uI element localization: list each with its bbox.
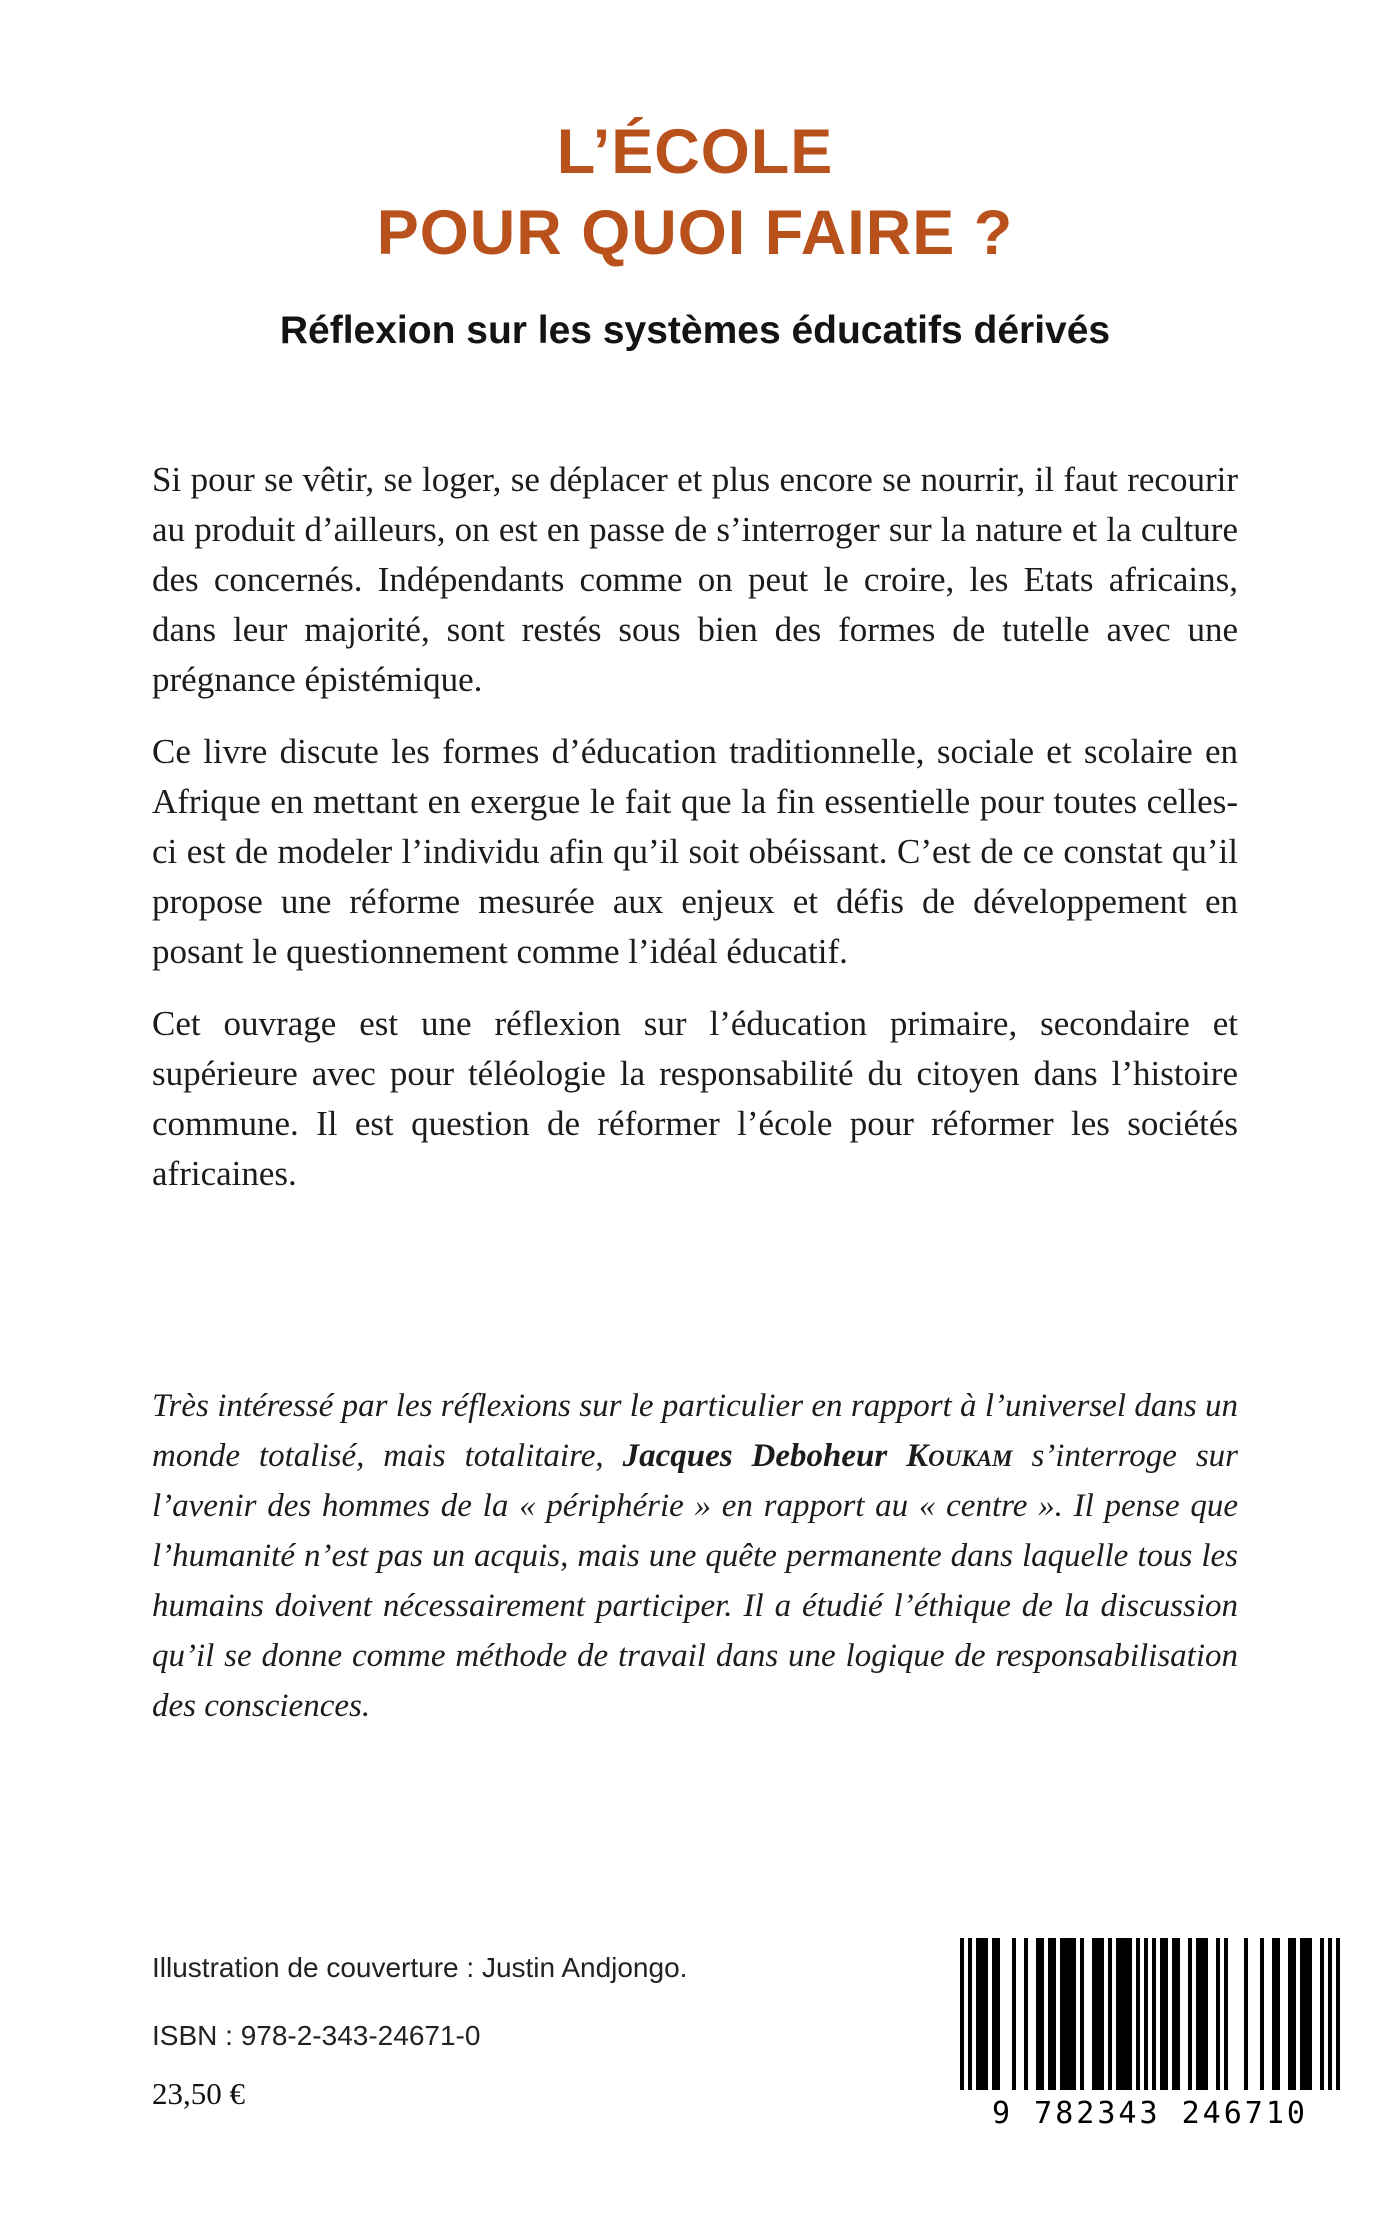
- book-title: [152, 112, 1238, 273]
- illustration-credit: Illustration de couverture : Justin Andjongo.: [152, 1952, 688, 1983]
- bio-intro: Très intéressé par les réflexions sur le particulier en rapport à l’universel dans un monde totalisé, mais totalitaire,: [152, 1388, 1238, 1475]
- isbn-number: ISBN : 978-2-343-24671-0: [152, 2020, 481, 2051]
- synopsis-paragraph-2: Ce livre discute les formes d’éducation traditionnelle, sociale et scolaire en Afrique en mettant en exergue le fait que la fin essentielle pour toutes celles-ci est de modeler l’individu afin qu’il soit obéissant. C’est de ce constat qu’il propose une réforme mesurée aux enjeux et défis de développement en posant le questionnement comme l’idéal éducatif.: [152, 732, 1238, 972]
- author-bio: [152, 1381, 1238, 1731]
- bio-rest: s’interroge sur l’avenir des hommes de la « périphérie » en rapport au « centre ». Il pense que l’humanité n’est pas un acquis, mais une quête permanente dans laquelle tous les humains doivent nécessairement participer. Il a étudié l’éthique de la discussion qu’il se donne comme méthode de travail dans une logique de responsabilisation des consciences.: [152, 1438, 1239, 1725]
- synopsis-paragraph-1: Si pour se vêtir, se loger, se déplacer et plus encore se nourrir, il faut recourir au produit d’ailleurs, on est en passe de s’interroger sur la nature et la culture des concernés. Indépendants comme on peut le croire, les Etats africains, dans leur majorité, sont restés sous bien des formes de tutelle avec une prégnance épistémique.: [152, 460, 1238, 700]
- barcode: [950, 1938, 1350, 2131]
- synopsis-paragraph-3: Cet ouvrage est une réflexion sur l’éducation primaire, secondaire et supérieure avec pour téléologie la responsabilité du citoyen dans l’histoire commune. Il est question de réformer l’école pour réformer les sociétés africaines.: [152, 1004, 1238, 1194]
- text-column: [152, 112, 1238, 1731]
- price: 23,50 €: [152, 2076, 245, 2111]
- author-surname: Koukam: [906, 1438, 1013, 1475]
- book-title-line2: POUR QUOI FAIRE ?: [376, 197, 1014, 268]
- barcode-number: 9 782343 246710: [992, 2096, 1308, 2131]
- synopsis: [152, 455, 1238, 1199]
- barcode-bars: [950, 1938, 1350, 2090]
- author-first-name: Jacques Deboheur: [622, 1438, 907, 1475]
- book-subtitle: Réflexion sur les systèmes éducatifs dérivés: [279, 309, 1111, 353]
- book-title-line1: L’ÉCOLE: [556, 117, 834, 187]
